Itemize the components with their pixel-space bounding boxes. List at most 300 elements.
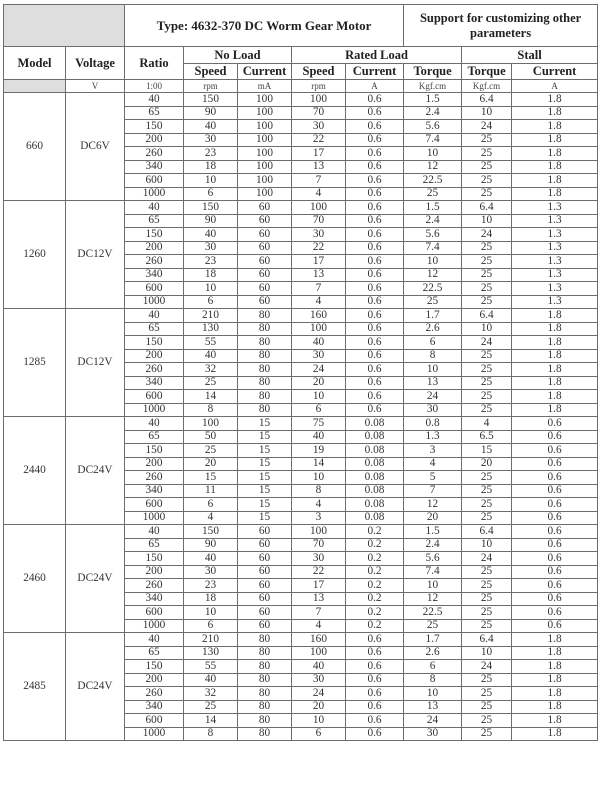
model-cell: 1285: [4, 309, 66, 417]
noload-speed-cell: 40: [184, 120, 238, 134]
rated-speed-cell: 40: [292, 660, 346, 674]
rated-speed-cell: 24: [292, 687, 346, 701]
stall-current-cell: 1.8: [512, 660, 598, 674]
unit-ratio: 1:00: [125, 80, 184, 93]
unit-noload-speed: rpm: [184, 80, 238, 93]
noload-speed-cell: 90: [184, 538, 238, 552]
rated-speed-cell: 100: [292, 646, 346, 660]
noload-current-cell: 60: [238, 268, 292, 282]
noload-current-cell: 80: [238, 403, 292, 417]
ratio-cell: 340: [125, 484, 184, 498]
rated-torque-cell: 4: [404, 457, 462, 471]
ratio-cell: 600: [125, 606, 184, 620]
noload-current-cell: 60: [238, 228, 292, 242]
voltage-cell: DC12V: [66, 309, 125, 417]
rated-torque-cell: 2.4: [404, 106, 462, 120]
noload-speed-cell: 150: [184, 201, 238, 215]
rated-torque-cell: 5: [404, 471, 462, 485]
rated-torque-cell: 24: [404, 714, 462, 728]
rated-torque-cell: 12: [404, 498, 462, 512]
noload-current-cell: 15: [238, 417, 292, 431]
ratio-cell: 200: [125, 565, 184, 579]
rated-speed-cell: 22: [292, 565, 346, 579]
noload-current-cell: 15: [238, 430, 292, 444]
rated-current-cell: 0.6: [346, 390, 404, 404]
ratio-cell: 40: [125, 93, 184, 107]
noload-speed-cell: 30: [184, 241, 238, 255]
voltage-cell: DC6V: [66, 93, 125, 201]
stall-current-cell: 1.8: [512, 93, 598, 107]
rated-current-cell: 0.6: [346, 700, 404, 714]
ratio-cell: 65: [125, 322, 184, 336]
stall-current-cell: 1.8: [512, 160, 598, 174]
rated-speed-cell: 22: [292, 241, 346, 255]
voltage-cell: DC12V: [66, 201, 125, 309]
rated-torque-cell: 1.5: [404, 93, 462, 107]
noload-speed-cell: 23: [184, 255, 238, 269]
rated-current-cell: 0.6: [346, 714, 404, 728]
ratio-cell: 600: [125, 282, 184, 296]
noload-current-cell: 100: [238, 106, 292, 120]
ratio-cell: 1000: [125, 403, 184, 417]
header-blank: [4, 5, 125, 47]
stall-torque-cell: 10: [462, 538, 512, 552]
noload-current-cell: 60: [238, 525, 292, 539]
stall-torque-cell: 24: [462, 120, 512, 134]
noload-current-cell: 15: [238, 457, 292, 471]
rated-torque-cell: 20: [404, 511, 462, 525]
ratio-cell: 65: [125, 430, 184, 444]
noload-current-cell: 80: [238, 714, 292, 728]
stall-torque-cell: 6.4: [462, 309, 512, 323]
rated-torque-cell: 22.5: [404, 174, 462, 188]
rated-current-cell: 0.6: [346, 673, 404, 687]
stall-current-cell: 1.8: [512, 106, 598, 120]
rated-speed-cell: 160: [292, 633, 346, 647]
ratio-cell: 200: [125, 133, 184, 147]
ratio-cell: 200: [125, 673, 184, 687]
noload-current-cell: 80: [238, 646, 292, 660]
stall-current-cell: 0.6: [512, 579, 598, 593]
noload-speed-cell: 14: [184, 714, 238, 728]
group-stall: Stall: [462, 47, 598, 64]
noload-current-cell: 80: [238, 660, 292, 674]
col-rated-current: Current: [346, 64, 404, 80]
unit-rated-current: A: [346, 80, 404, 93]
rated-torque-cell: 5.6: [404, 552, 462, 566]
ratio-cell: 150: [125, 660, 184, 674]
stall-current-cell: 1.8: [512, 174, 598, 188]
rated-torque-cell: 12: [404, 592, 462, 606]
rated-speed-cell: 22: [292, 133, 346, 147]
rated-current-cell: 0.08: [346, 417, 404, 431]
stall-current-cell: 1.8: [512, 133, 598, 147]
noload-speed-cell: 18: [184, 160, 238, 174]
noload-current-cell: 60: [238, 241, 292, 255]
noload-speed-cell: 30: [184, 565, 238, 579]
ratio-cell: 340: [125, 700, 184, 714]
stall-current-cell: 1.8: [512, 714, 598, 728]
stall-torque-cell: 25: [462, 498, 512, 512]
rated-torque-cell: 25: [404, 295, 462, 309]
ratio-cell: 340: [125, 376, 184, 390]
col-noload-current: Current: [238, 64, 292, 80]
ratio-cell: 260: [125, 363, 184, 377]
rated-current-cell: 0.2: [346, 619, 404, 633]
ratio-cell: 260: [125, 471, 184, 485]
stall-torque-cell: 25: [462, 471, 512, 485]
model-cell: 1260: [4, 201, 66, 309]
stall-torque-cell: 24: [462, 228, 512, 242]
stall-torque-cell: 25: [462, 147, 512, 161]
noload-current-cell: 60: [238, 606, 292, 620]
stall-current-cell: 0.6: [512, 457, 598, 471]
rated-speed-cell: 4: [292, 498, 346, 512]
noload-speed-cell: 55: [184, 660, 238, 674]
rated-speed-cell: 7: [292, 282, 346, 296]
rated-current-cell: 0.2: [346, 538, 404, 552]
noload-current-cell: 80: [238, 322, 292, 336]
motor-spec-table: [3, 4, 598, 741]
ratio-cell: 65: [125, 214, 184, 228]
rated-torque-cell: 1.7: [404, 633, 462, 647]
noload-speed-cell: 50: [184, 430, 238, 444]
table-row: [4, 201, 598, 215]
rated-current-cell: 0.08: [346, 471, 404, 485]
rated-torque-cell: 1.5: [404, 525, 462, 539]
noload-speed-cell: 14: [184, 390, 238, 404]
noload-current-cell: 100: [238, 120, 292, 134]
rated-speed-cell: 70: [292, 106, 346, 120]
noload-current-cell: 60: [238, 579, 292, 593]
noload-current-cell: 60: [238, 552, 292, 566]
ratio-cell: 40: [125, 201, 184, 215]
stall-current-cell: 0.6: [512, 552, 598, 566]
stall-torque-cell: 25: [462, 160, 512, 174]
rated-torque-cell: 8: [404, 673, 462, 687]
stall-current-cell: 1.8: [512, 390, 598, 404]
rated-torque-cell: 30: [404, 403, 462, 417]
rated-torque-cell: 24: [404, 390, 462, 404]
noload-current-cell: 100: [238, 160, 292, 174]
rated-speed-cell: 100: [292, 201, 346, 215]
noload-speed-cell: 6: [184, 619, 238, 633]
stall-torque-cell: 25: [462, 349, 512, 363]
stall-current-cell: 1.8: [512, 363, 598, 377]
table-row: [4, 417, 598, 431]
stall-current-cell: 1.8: [512, 700, 598, 714]
noload-current-cell: 80: [238, 700, 292, 714]
rated-current-cell: 0.2: [346, 552, 404, 566]
noload-speed-cell: 40: [184, 552, 238, 566]
noload-current-cell: 15: [238, 471, 292, 485]
rated-current-cell: 0.6: [346, 120, 404, 134]
ratio-cell: 340: [125, 592, 184, 606]
ratio-cell: 340: [125, 160, 184, 174]
ratio-cell: 40: [125, 633, 184, 647]
noload-speed-cell: 25: [184, 444, 238, 458]
noload-speed-cell: 23: [184, 147, 238, 161]
rated-torque-cell: 6: [404, 336, 462, 350]
stall-current-cell: 1.8: [512, 376, 598, 390]
rated-torque-cell: 7.4: [404, 133, 462, 147]
rated-torque-cell: 12: [404, 160, 462, 174]
noload-speed-cell: 150: [184, 93, 238, 107]
stall-torque-cell: 25: [462, 133, 512, 147]
rated-current-cell: 0.2: [346, 592, 404, 606]
rated-speed-cell: 17: [292, 147, 346, 161]
voltage-cell: DC24V: [66, 633, 125, 741]
rated-speed-cell: 100: [292, 525, 346, 539]
ratio-cell: 150: [125, 228, 184, 242]
noload-speed-cell: 25: [184, 376, 238, 390]
stall-torque-cell: 25: [462, 619, 512, 633]
stall-current-cell: 1.8: [512, 403, 598, 417]
rated-torque-cell: 22.5: [404, 282, 462, 296]
stall-torque-cell: 6.4: [462, 201, 512, 215]
rated-torque-cell: 2.4: [404, 214, 462, 228]
noload-speed-cell: 10: [184, 606, 238, 620]
noload-speed-cell: 40: [184, 673, 238, 687]
stall-current-cell: 0.6: [512, 417, 598, 431]
rated-speed-cell: 30: [292, 552, 346, 566]
noload-current-cell: 80: [238, 727, 292, 741]
rated-speed-cell: 10: [292, 390, 346, 404]
ratio-cell: 260: [125, 147, 184, 161]
stall-current-cell: 1.8: [512, 309, 598, 323]
rated-current-cell: 0.6: [346, 282, 404, 296]
stall-torque-cell: 25: [462, 390, 512, 404]
rated-speed-cell: 30: [292, 228, 346, 242]
noload-speed-cell: 30: [184, 133, 238, 147]
noload-speed-cell: 90: [184, 106, 238, 120]
noload-current-cell: 80: [238, 336, 292, 350]
stall-torque-cell: 6.4: [462, 93, 512, 107]
rated-speed-cell: 70: [292, 214, 346, 228]
stall-torque-cell: 4: [462, 417, 512, 431]
noload-speed-cell: 6: [184, 187, 238, 201]
stall-current-cell: 0.6: [512, 619, 598, 633]
noload-speed-cell: 8: [184, 403, 238, 417]
noload-current-cell: 80: [238, 687, 292, 701]
rated-speed-cell: 19: [292, 444, 346, 458]
rated-speed-cell: 160: [292, 309, 346, 323]
noload-speed-cell: 4: [184, 511, 238, 525]
noload-current-cell: 15: [238, 511, 292, 525]
noload-speed-cell: 18: [184, 268, 238, 282]
stall-torque-cell: 25: [462, 579, 512, 593]
stall-current-cell: 1.3: [512, 282, 598, 296]
stall-torque-cell: 20: [462, 457, 512, 471]
unit-rated-speed: rpm: [292, 80, 346, 93]
stall-current-cell: 0.6: [512, 498, 598, 512]
rated-current-cell: 0.6: [346, 646, 404, 660]
voltage-cell: DC24V: [66, 417, 125, 525]
rated-current-cell: 0.6: [346, 349, 404, 363]
noload-current-cell: 100: [238, 147, 292, 161]
support-note: Support for customizing other parameters: [404, 5, 598, 47]
stall-current-cell: 0.6: [512, 606, 598, 620]
stall-current-cell: 1.3: [512, 241, 598, 255]
ratio-cell: 340: [125, 268, 184, 282]
noload-current-cell: 60: [238, 201, 292, 215]
rated-speed-cell: 14: [292, 457, 346, 471]
stall-torque-cell: 10: [462, 106, 512, 120]
rated-current-cell: 0.6: [346, 106, 404, 120]
rated-speed-cell: 20: [292, 700, 346, 714]
rated-torque-cell: 13: [404, 700, 462, 714]
rated-torque-cell: 12: [404, 268, 462, 282]
rated-speed-cell: 70: [292, 538, 346, 552]
stall-current-cell: 0.6: [512, 471, 598, 485]
noload-current-cell: 60: [238, 214, 292, 228]
rated-torque-cell: 1.3: [404, 430, 462, 444]
rated-current-cell: 0.2: [346, 525, 404, 539]
stall-torque-cell: 25: [462, 687, 512, 701]
noload-current-cell: 60: [238, 565, 292, 579]
rated-speed-cell: 4: [292, 187, 346, 201]
col-rated-torque: Torque: [404, 64, 462, 80]
stall-current-cell: 1.8: [512, 322, 598, 336]
rated-torque-cell: 10: [404, 363, 462, 377]
model-cell: 2440: [4, 417, 66, 525]
noload-speed-cell: 40: [184, 349, 238, 363]
noload-current-cell: 60: [238, 255, 292, 269]
ratio-cell: 1000: [125, 295, 184, 309]
stall-torque-cell: 24: [462, 552, 512, 566]
noload-current-cell: 80: [238, 349, 292, 363]
rated-torque-cell: 30: [404, 727, 462, 741]
rated-current-cell: 0.6: [346, 336, 404, 350]
ratio-cell: 40: [125, 417, 184, 431]
stall-torque-cell: 25: [462, 700, 512, 714]
stall-torque-cell: 24: [462, 336, 512, 350]
rated-current-cell: 0.6: [346, 687, 404, 701]
noload-speed-cell: 20: [184, 457, 238, 471]
rated-torque-cell: 7.4: [404, 241, 462, 255]
rated-current-cell: 0.08: [346, 457, 404, 471]
col-noload-speed: Speed: [184, 64, 238, 80]
ratio-cell: 1000: [125, 511, 184, 525]
col-stall-torque: Torque: [462, 64, 512, 80]
rated-torque-cell: 10: [404, 687, 462, 701]
rated-current-cell: 0.2: [346, 579, 404, 593]
rated-torque-cell: 10: [404, 579, 462, 593]
rated-current-cell: 0.6: [346, 295, 404, 309]
stall-torque-cell: 25: [462, 484, 512, 498]
ratio-cell: 150: [125, 336, 184, 350]
model-cell: 660: [4, 93, 66, 201]
stall-current-cell: 1.8: [512, 336, 598, 350]
table-row: [4, 525, 598, 539]
rated-current-cell: 0.08: [346, 498, 404, 512]
stall-torque-cell: 15: [462, 444, 512, 458]
rated-speed-cell: 4: [292, 295, 346, 309]
unit-rated-torque: Kgf.cm: [404, 80, 462, 93]
stall-current-cell: 0.6: [512, 430, 598, 444]
rated-current-cell: 0.6: [346, 309, 404, 323]
noload-speed-cell: 6: [184, 498, 238, 512]
rated-current-cell: 0.6: [346, 322, 404, 336]
table-row: [4, 309, 598, 323]
noload-current-cell: 80: [238, 633, 292, 647]
rated-current-cell: 0.6: [346, 255, 404, 269]
noload-speed-cell: 130: [184, 646, 238, 660]
rated-current-cell: 0.6: [346, 228, 404, 242]
model-cell: 2485: [4, 633, 66, 741]
table-row: [4, 633, 598, 647]
rated-speed-cell: 75: [292, 417, 346, 431]
ratio-cell: 200: [125, 457, 184, 471]
rated-current-cell: 0.6: [346, 268, 404, 282]
noload-speed-cell: 150: [184, 525, 238, 539]
stall-torque-cell: 10: [462, 646, 512, 660]
rated-current-cell: 0.08: [346, 484, 404, 498]
rated-speed-cell: 4: [292, 619, 346, 633]
stall-current-cell: 1.8: [512, 673, 598, 687]
stall-current-cell: 0.6: [512, 444, 598, 458]
rated-torque-cell: 2.6: [404, 322, 462, 336]
noload-current-cell: 15: [238, 498, 292, 512]
unit-noload-current: mA: [238, 80, 292, 93]
ratio-cell: 600: [125, 174, 184, 188]
ratio-cell: 600: [125, 498, 184, 512]
noload-current-cell: 80: [238, 309, 292, 323]
stall-torque-cell: 25: [462, 295, 512, 309]
rated-current-cell: 0.6: [346, 174, 404, 188]
noload-current-cell: 60: [238, 538, 292, 552]
noload-current-cell: 80: [238, 376, 292, 390]
noload-speed-cell: 210: [184, 633, 238, 647]
noload-current-cell: 60: [238, 282, 292, 296]
stall-current-cell: 1.3: [512, 295, 598, 309]
stall-torque-cell: 25: [462, 673, 512, 687]
rated-speed-cell: 7: [292, 174, 346, 188]
rated-torque-cell: 5.6: [404, 228, 462, 242]
group-rated-load: Rated Load: [292, 47, 462, 64]
stall-torque-cell: 6.4: [462, 525, 512, 539]
noload-speed-cell: 6: [184, 295, 238, 309]
noload-current-cell: 60: [238, 619, 292, 633]
stall-torque-cell: 25: [462, 363, 512, 377]
stall-torque-cell: 6.5: [462, 430, 512, 444]
unit-stall-torque: Kgf.cm: [462, 80, 512, 93]
stall-torque-cell: 25: [462, 187, 512, 201]
noload-current-cell: 15: [238, 444, 292, 458]
rated-torque-cell: 10: [404, 255, 462, 269]
stall-current-cell: 1.8: [512, 147, 598, 161]
rated-speed-cell: 7: [292, 606, 346, 620]
ratio-cell: 65: [125, 106, 184, 120]
unit-model-blank: [4, 80, 66, 93]
stall-current-cell: 0.6: [512, 525, 598, 539]
rated-speed-cell: 30: [292, 349, 346, 363]
rated-current-cell: 0.6: [346, 201, 404, 215]
noload-speed-cell: 32: [184, 687, 238, 701]
rated-current-cell: 0.6: [346, 160, 404, 174]
rated-speed-cell: 40: [292, 336, 346, 350]
noload-speed-cell: 10: [184, 282, 238, 296]
ratio-cell: 260: [125, 579, 184, 593]
col-voltage: Voltage: [66, 47, 125, 80]
stall-current-cell: 0.6: [512, 538, 598, 552]
rated-torque-cell: 2.6: [404, 646, 462, 660]
ratio-cell: 1000: [125, 187, 184, 201]
rated-current-cell: 0.08: [346, 430, 404, 444]
rated-current-cell: 0.08: [346, 511, 404, 525]
noload-current-cell: 60: [238, 592, 292, 606]
stall-current-cell: 0.6: [512, 565, 598, 579]
